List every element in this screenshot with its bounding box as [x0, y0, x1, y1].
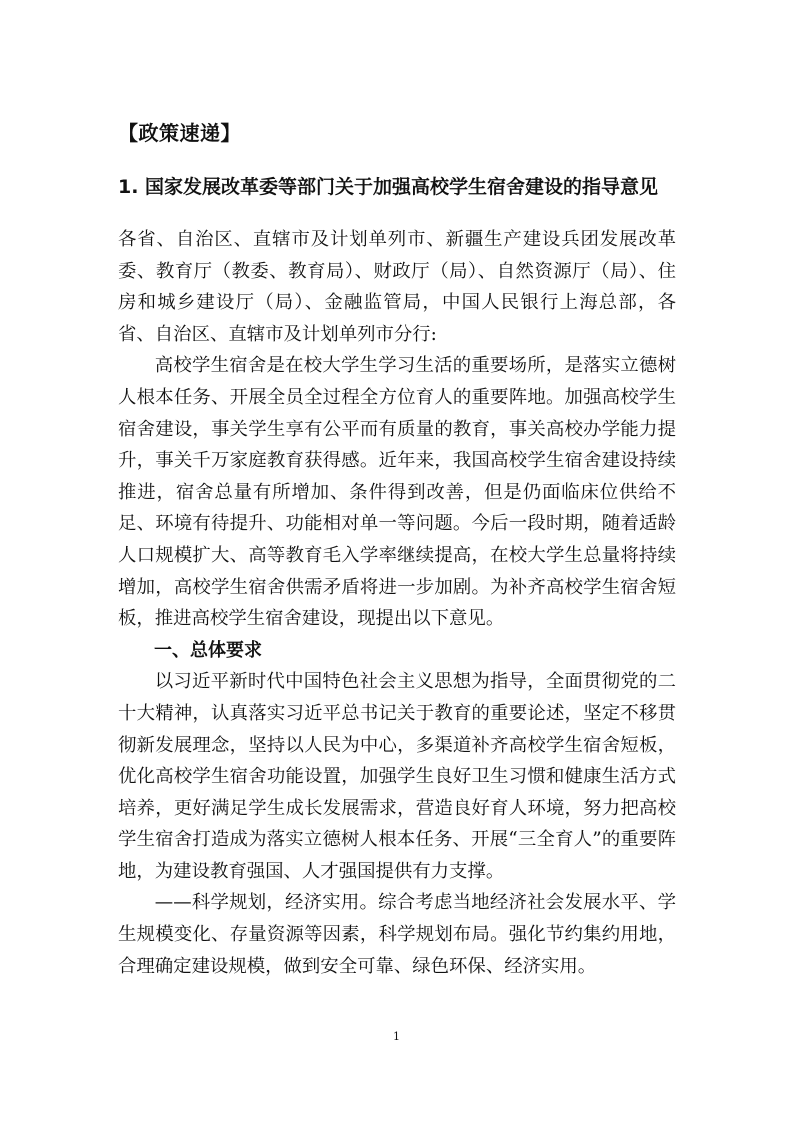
section-tag: 【政策速递】 — [118, 121, 241, 145]
section-heading-general-requirements: 一、总体要求 — [154, 639, 262, 661]
addressee-paragraph: 各省、自治区、直辖市及计划单列市、新疆生产建设兵团发展改革委、教育厅（教委、教育局）、财政厅（局）、自然资源厅（局）、住房和城乡建设厅（局）、金融监管局，中国人民银行上海总部，各省、自治区、直辖市及计划单列市分行: — [118, 229, 676, 345]
general-requirements-paragraph: 以习近平新时代中国特色社会主义思想为指导，全面贯彻党的二十大精神，认真落实习近平总书记关于教育的重要论述，坚定不移贯彻新发展理念，坚持以人民为中心，多渠道补齐高校学生宿舍短板，优化高校学生宿舍功能设置，加强学生良好卫生习惯和健康生活方式培养，更好满足学生成长发展需求，营造良好育人环境，努力把高校学生宿舍打造成为落实立德树人根本任务、开展“三全育人”的重要阵地，为建设教育强国、人才强国提供有力支撑。 — [118, 671, 676, 882]
principle-paragraph: ——科学规划，经济实用。综合考虑当地经济社会发展水平、学生规模变化、存量资源等因素，科学规划布局。强化节约集约用地，合理确定建设规模，做到安全可靠、绿色环保、经济实用。 — [118, 892, 676, 977]
page-number: 1 — [393, 1030, 400, 1043]
article-title: 1. 国家发展改革委等部门关于加强高校学生宿舍建设的指导意见 — [118, 176, 659, 198]
intro-paragraph: 高校学生宿舍是在校大学生学习生活的重要场所，是落实立德树人根本任务、开展全员全过程全方位育人的重要阵地。加强高校学生宿舍建设，事关学生享有公平而有质量的教育，事关高校办学能力提升，事关千万家庭教育获得感。近年来，我国高校学生宿舍建设持续推进，宿舍总量有所增加、条件得到改善，但是仍面临床位供给不足、环境有待提升、功能相对单一等问题。今后一段时期，随着适龄人口规模扩大、高等教育毛入学率继续提高，在校大学生总量将持续增加，高校学生宿舍供需矛盾将进一步加剧。为补齐高校学生宿舍短板，推进高校学生宿舍建设，现提出以下意见。 — [118, 355, 676, 630]
article-body — [118, 224, 676, 982]
